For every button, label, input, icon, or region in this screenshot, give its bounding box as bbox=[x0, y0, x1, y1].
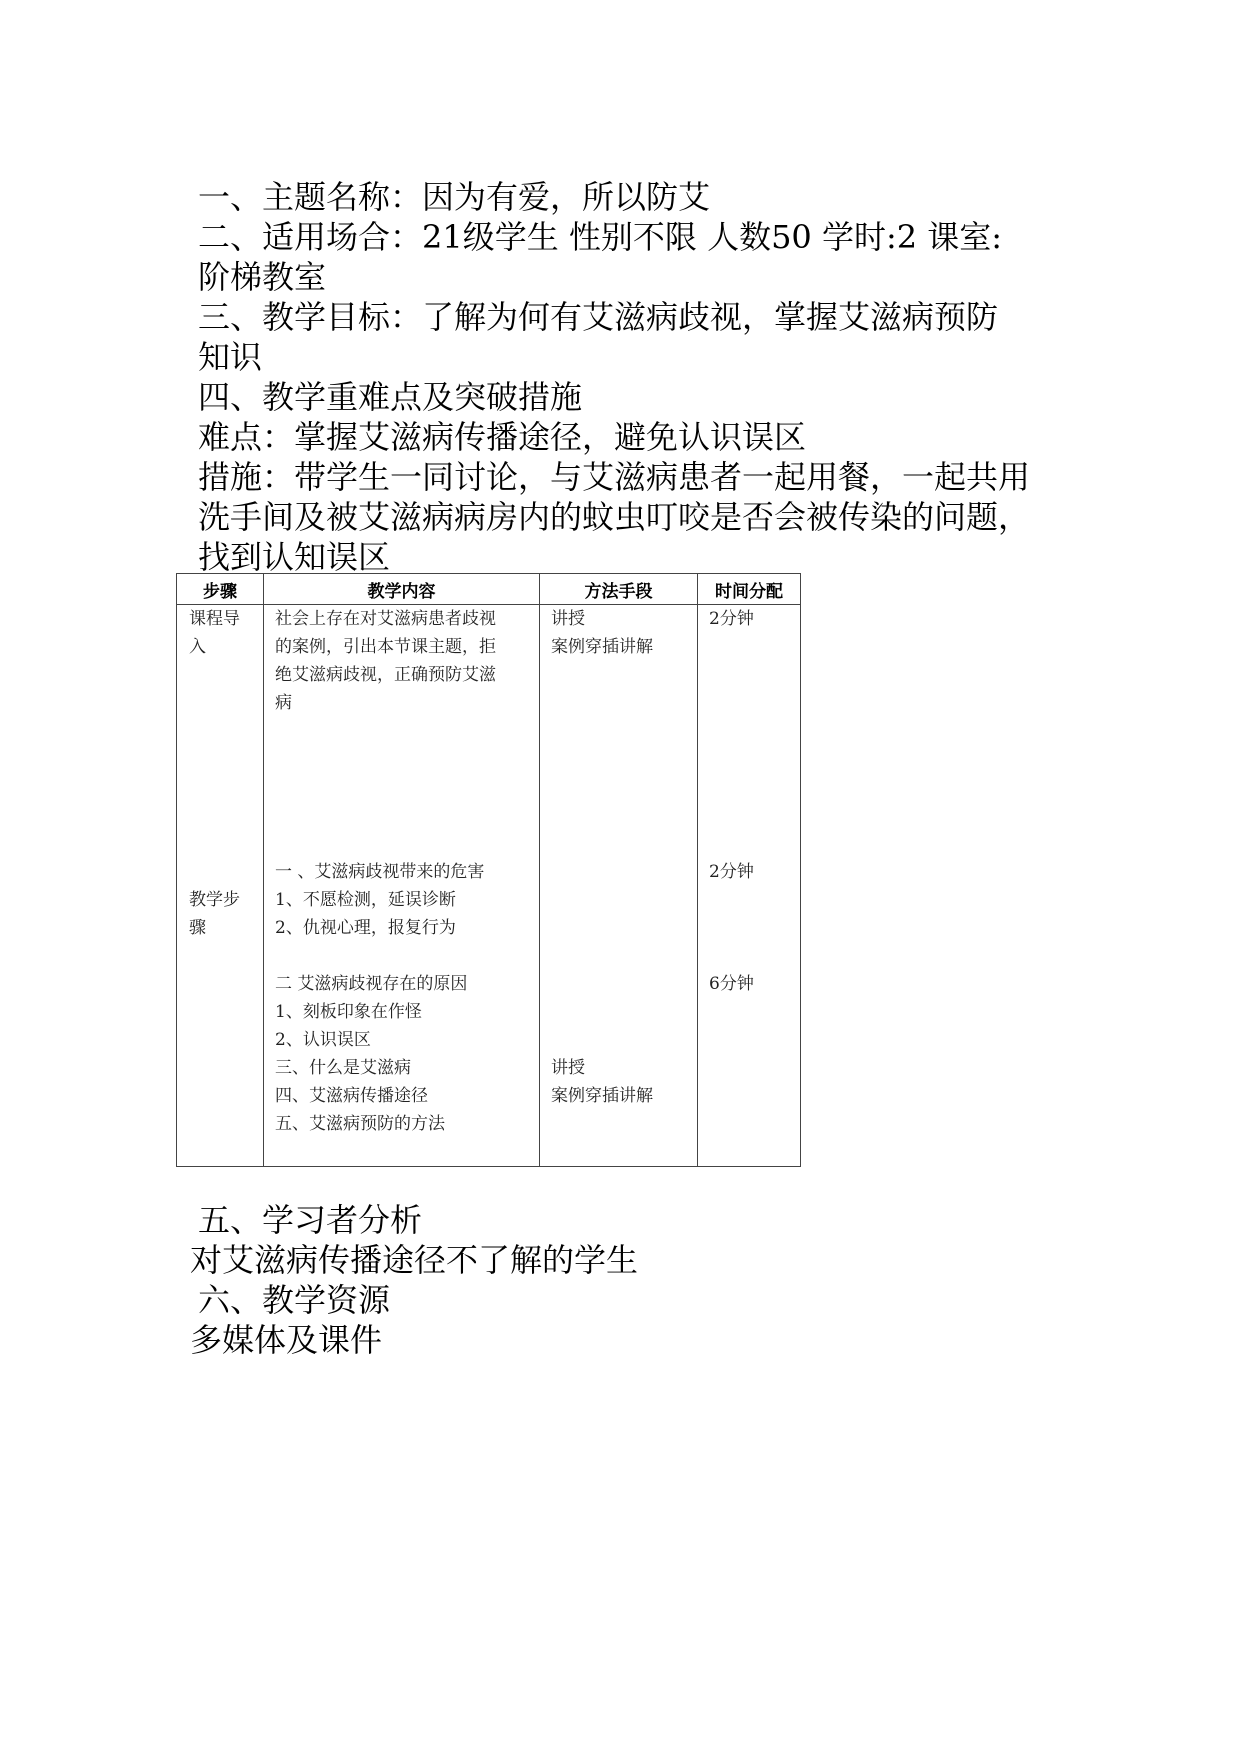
goal-line-cont: 知识 bbox=[198, 338, 263, 376]
time-1: 2分钟 bbox=[709, 609, 754, 629]
time-2: 2分钟 bbox=[709, 862, 754, 882]
measures-line-end: 找到认知误区 bbox=[198, 538, 391, 576]
header-time: 时间分配 bbox=[698, 574, 801, 605]
time-cell bbox=[698, 605, 801, 1167]
measures-line-cont: 洗手间及被艾滋病病房内的蚊虫叮咬是否会被传染的问题， bbox=[198, 498, 1031, 536]
learner-analysis-heading: 五、学习者分析 bbox=[198, 1201, 423, 1239]
content-part2: 二 艾滋病歧视存在的原因 1、刻板印象在作怪 2、认识误区 三、什么是艾滋病 四、艾滋病传播途径 五、艾滋病预防的方法 bbox=[275, 974, 468, 1134]
content-part1: 一 、艾滋病歧视带来的危害 1、不愿检测，延误诊断 2、仇视心理，报复行为 bbox=[275, 862, 485, 938]
header-method: 方法手段 bbox=[540, 574, 698, 605]
goal-line: 三、教学目标：了解为何有艾滋病歧视，掌握艾滋病预防 bbox=[198, 298, 999, 336]
time-3: 6分钟 bbox=[709, 974, 754, 994]
resources-text: 多媒体及课件 bbox=[190, 1321, 383, 1359]
setting-line: 二、适用场合：21级学生 性别不限 人数50 学时:2 课室: bbox=[198, 218, 1003, 256]
method-2: 讲授 案例穿插讲解 bbox=[551, 1058, 653, 1106]
setting-line-cont: 阶梯教室 bbox=[198, 258, 327, 296]
lesson-table bbox=[176, 573, 801, 1167]
topic-line: 一、主题名称：因为有爱，所以防艾 bbox=[198, 178, 711, 216]
method-1: 讲授 案例穿插讲解 bbox=[551, 609, 653, 657]
resources-heading: 六、教学资源 bbox=[198, 1281, 391, 1319]
step-main: 教学步 骤 bbox=[189, 890, 240, 938]
table-row bbox=[177, 605, 801, 1167]
measures-line: 措施：带学生一同讨论，与艾滋病患者一起用餐，一起共用 bbox=[198, 458, 1031, 496]
header-step: 步骤 bbox=[177, 574, 264, 605]
header-content: 教学内容 bbox=[264, 574, 540, 605]
learner-analysis-text: 对艾滋病传播途径不了解的学生 bbox=[190, 1241, 639, 1279]
table-header-row bbox=[177, 574, 801, 605]
content-cell bbox=[264, 605, 540, 1167]
content-intro: 社会上存在对艾滋病患者歧视 的案例，引出本节课主题，拒 绝艾滋病歧视，正确预防艾滋 病 bbox=[275, 609, 496, 713]
step-intro: 课程导 入 bbox=[189, 609, 240, 657]
difficulty-line: 难点：掌握艾滋病传播途径，避免认识误区 bbox=[198, 418, 807, 456]
step-cell bbox=[177, 605, 264, 1167]
key-points-heading: 四、教学重难点及突破措施 bbox=[198, 378, 583, 416]
method-cell bbox=[540, 605, 698, 1167]
